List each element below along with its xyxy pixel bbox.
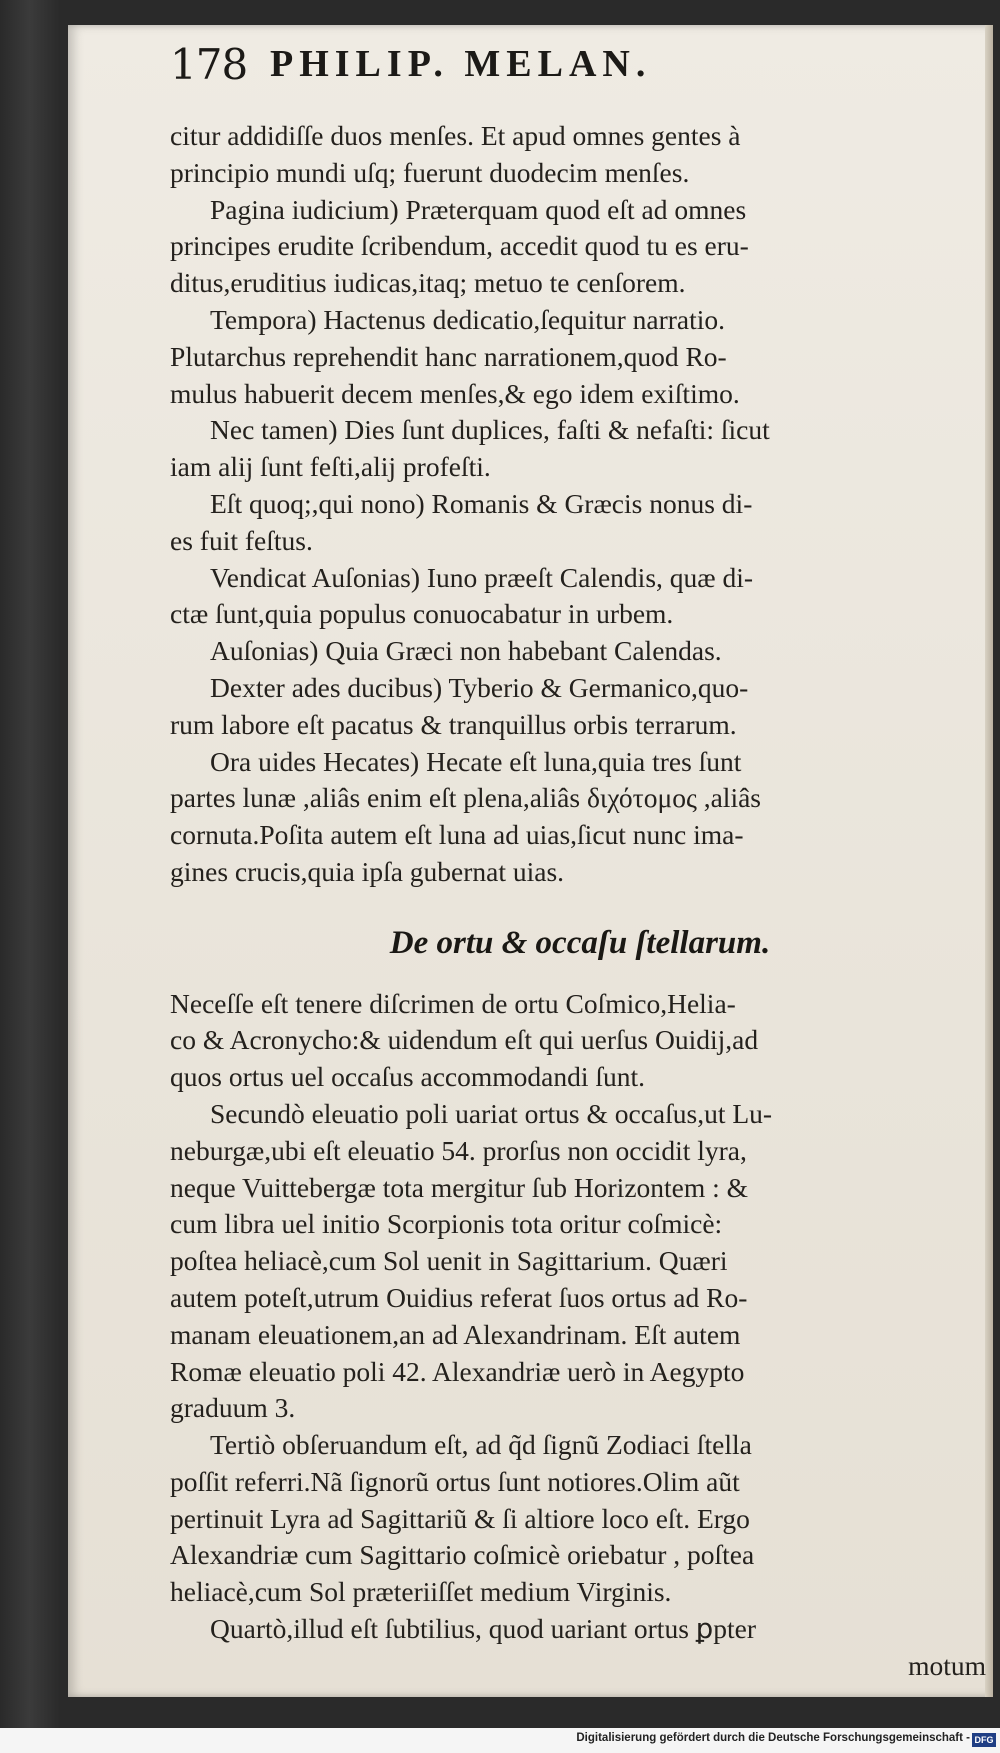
text-line: Ora uides Hecates) Hecate eſt luna,quia tres ſunt	[210, 745, 742, 777]
text-line: ctæ ſunt,quia populus conuocabatur in urbem.	[170, 598, 674, 630]
text-line: cornuta.Poſita autem eſt luna ad uias,ſicut nunc ima-	[170, 819, 744, 851]
text-line: Neceſſe eſt tenere diſcrimen de ortu Coſmico,Helia-	[170, 987, 736, 1019]
commentary-block	[170, 118, 990, 891]
text-line: mulus habuerit decem menſes,& ego idem exiſtimo.	[170, 377, 740, 409]
paragraph	[170, 1611, 990, 1648]
text-line: graduum 3.	[170, 1392, 296, 1424]
footer-band	[0, 1728, 1000, 1753]
text-line: neburgæ,ubi eſt eleuatio 54. prorſus non occidit lyra,	[170, 1134, 747, 1166]
paragraph	[170, 1096, 990, 1427]
text-line: cum libra uel initio Scorpionis tota oritur coſmicè:	[170, 1208, 723, 1240]
text-line: ditus,eruditius iudicas,itaq; metuo te cenſorem.	[170, 267, 686, 299]
text-line: Alexandriæ cum Sagittario coſmicè oriebatur , poſtea	[170, 1539, 755, 1571]
text-line: Nec tamen) Dies ſunt duplices, faſti & nefaſti: ſicut	[210, 414, 770, 446]
text-line: Tempora) Hactenus dedicatio,ſequitur narratio.	[210, 303, 726, 335]
text-line: manam eleuationem,an ad Alexandrinam. Eſt autem	[170, 1318, 741, 1350]
text-line: principio mundi uſq; fuerunt duodecim menſes.	[170, 156, 690, 188]
paragraph	[170, 302, 990, 412]
text-line: es fuit feſtus.	[170, 524, 313, 556]
digitization-credit: Digitalisierung gefördert durch die Deutsche Forschungsgemeinschaft -	[576, 1732, 970, 1744]
dfg-logo: DFG	[972, 1733, 996, 1747]
text-line: Auſonias) Quia Græci non habebant Calendas.	[210, 635, 722, 667]
paragraph	[170, 560, 990, 634]
page-number: 178	[170, 40, 248, 89]
section-heading: De ortu & occaſu ſtellarum.	[389, 924, 771, 961]
paragraph	[170, 670, 990, 744]
text-line: principes erudite ſcribendum, accedit quod tu es eru-	[170, 230, 749, 262]
text-line: Vendicat Auſonias) Iuno præeſt Calendis, quæ di-	[210, 561, 754, 593]
text-line: Eſt quoq;,qui nono) Romanis & Græcis nonus di-	[210, 487, 753, 519]
paragraph	[170, 118, 990, 192]
running-head: PHILIP. MELAN.	[270, 43, 652, 85]
text-line: pertinuit Lyra ad Sagittariũ & ſi altiore loco eſt. Ergo	[170, 1502, 750, 1534]
paragraph	[170, 744, 990, 891]
text-line: gines crucis,quia ipſa gubernat uias.	[170, 855, 565, 887]
text-line: Quartò,illud eſt ſubtilius, quod uariant ortus ꝑpter	[210, 1613, 756, 1645]
paragraph	[170, 192, 990, 302]
paragraph	[170, 986, 990, 1096]
text-line: autem poteſt,utrum Ouidius referat ſuos ortus ad Ro-	[170, 1281, 748, 1313]
paragraph	[170, 633, 990, 670]
text-line: heliacè,cum Sol præteriiſſet medium Virginis.	[170, 1576, 672, 1608]
text-line: Tertiò obſeruandum eſt, ad q̃d ſignũ Zodiaci ſtella	[210, 1429, 752, 1461]
text-line: Pagina iudicium) Præterquam quod eſt ad omnes	[210, 193, 747, 225]
text-line: Dexter ades ducibus) Tyberio & Germanico,quo-	[210, 671, 749, 703]
page-text	[170, 118, 990, 1685]
text-line: Romæ eleuatio poli 42. Alexandriæ uerò in Aegypto	[170, 1355, 745, 1387]
text-line: Plutarchus reprehendit hanc narrationem,quod Ro-	[170, 340, 727, 372]
text-line: partes lunæ ,aliâs enim eſt plena,aliâs διχότομος ,aliâs	[170, 782, 761, 814]
text-line: Secundò eleuatio poli uariat ortus & occaſus,ut Lu-	[210, 1097, 773, 1129]
text-line: poſtea heliacè,cum Sol uenit in Sagittarium. Quæri	[170, 1245, 728, 1277]
text-line: poſſit referri.Nã ſignorũ ortus ſunt notiores.Olim aũt	[170, 1465, 740, 1497]
section-body	[170, 986, 990, 1648]
paragraph	[170, 1427, 990, 1611]
text-line: quos ortus uel occaſus accommodandi ſunt.	[170, 1061, 646, 1093]
catchword: motum	[908, 1649, 986, 1681]
paragraph	[170, 412, 990, 486]
text-line: iam alij ſunt feſti,alij profeſti.	[170, 451, 491, 483]
paragraph	[170, 486, 990, 560]
text-line: co & Acronycho:& uidendum eſt qui uerſus Ouidij,ad	[170, 1024, 759, 1056]
page-header	[170, 40, 910, 102]
text-line: neque Vuittebergæ tota mergitur ſub Horizontem : &	[170, 1171, 749, 1203]
text-line: citur addidiſſe duos menſes. Et apud omnes gentes à	[170, 120, 741, 151]
text-line: rum labore eſt pacatus & tranquillus orbis terrarum.	[170, 708, 737, 740]
